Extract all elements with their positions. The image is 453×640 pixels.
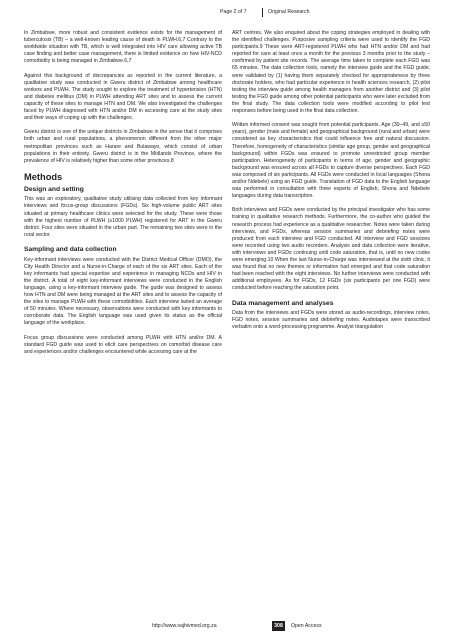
paragraph: Written informed consent was sought from potential participants. Age (30–49, and ≥50 years), gender (male and female) and geographical background (rural and urban) were considered as key characteristics that could influence free and natural discussion. Therefore, homogeneity of characteristics (similar age group, gender and geographical background) within FGDs was ensured to promote unrestricted group member participation. Heterogeneity of participants in terms of age, gender and geographic background was ensured across all FGDs to capture diverse perspectives. Each FGD was composed of six participants. All FGDs were conducted in local languages (Shona and/or Ndebele) using an FGD guide. Translation of FGD data to the English language was performed in consultation with three experts of English, Shona and Ndebele languages during data transcription. [232,122,430,200]
page-footer [0,621,453,633]
paragraph: Gweru district is one of the unique districts in Zimbabwe in the sense that it comprises both urban and rural populations, a phenomenon different from the other major metropolitan provinces such as Harare and Bulawayo, which consist of urban populations in their entirety. Gweru district is in the Midlands Province, where the prevalence of HIV is relatively higher than some other provinces.8 [24,129,222,164]
paragraph: Data from the interviews and FGDs were stored as audio-recordings, interview notes, FGD notes, session summaries and debriefing notes. Audiotapes were transcribed verbatim onto a word-processing programme. Analyst triangulation [232,310,430,331]
subsection-heading-data-management: Data management and analyses [232,299,334,307]
paragraph: ART centres. We also enquired about the coping strategies employed in dealing with the identified challenges. Purposive sampling criteria were used to identify the FGD participants.9 These were ART-registered PLWH who had HTN and/or DM and had reported for care at least once a month for the previous 3 months prior to the study – confirmed by patient site records. The average time taken to complete each FGD was 65 minutes. The data collection tools, namely the interview guide and the FGD guide, were validated by (1) having them separately checked for appropriateness by three doctorate holders, who had particular experience in health sciences research, (2) pilot testing the interview guide among health managers from another district and (3) pilot testing the FGD guide among other potential participants who were later excluded from the final study. The data collection tools were modified according to pilot test responses before being used in the final data collection. [232,30,430,115]
paragraph: Both interviews and FGDs were conducted by the principal investigator who has some training in qualitative research methods. Furthermore, the co-author who guided the research process had experience as a qualitative researcher. Notes were taken during interviews, and FGDs, whereas session summaries and debriefing notes were produced from each interview and FGD conducted. All interview and FGD sessions were recorded using two audio recorders. Analysis and data collection were iterative, with interviews and FGDs continuing until code saturation, that is, until no new codes were emerging.10 When the last Nurse-in-Charge was interviewed at the sixth clinic, it was found that no new themes or information had emerged and that code saturation had been reached with the eight interviews. No further interviews were conducted with additional employees. As for FGDs, 12 FGDs (six participants per one FGD) were conducted before reaching the saturation point. [232,207,430,292]
page-indicator: Page 2 of 7 [220,9,247,15]
page-header [24,9,429,21]
paragraph: Focus group discussions were conducted among PLWH with HTN and/or DM. A standard FGD guide was used to elicit care perspectives on comorbid disease care and experiences and/or challenges encountered while accessing care at the [24,334,222,355]
paragraph: In Zimbabwe, more robust and consistent evidence exists for the management of tuberculosis (TB) – a well-known leading cause of death in PLWH.6,7 Contrary to the worldwide situation with TB, which is well integrated into HIV care allowing active TB case finding and better case management, there is limited evidence on how HIV-NCD comorbidity is being managed in Zimbabwe.6,7 [24,30,222,65]
paragraph: Against this background of discrepancies as reported in the current literature, a qualitative study was conducted in Gweru district of Zimbabwe among healthcare workers and PLWH. The study sought to explore the treatment of hypertension (HTN) and diabetes mellitus (DM) in PLWH attending ART sites and to assess the current capacity of these sites to manage HTN and DM. We also investigated the challenges faced by PLWH diagnosed with HTN and/or DM in accessing care at the study sites and their ways of coping up with the challenges. [24,72,222,122]
open-access-label: Open Access [291,623,322,629]
section-heading-methods: Methods [24,171,63,182]
subsection-heading-sampling: Sampling and data collection [24,246,117,254]
article-type-label: Original Research [268,9,310,15]
subsection-heading-design: Design and setting [24,185,84,193]
paragraph: This was an exploratory, qualitative study utilising data collected from key informant interviews and focus-group discussions (FGDs). Six high-volume public ART sites situated at primary healthcare clinics were selected for the study. These were those with the highest number of PLWH (≥1000 PLWH) registered for ART in the Gweru district. Four sites were situated in the urban part. The remaining two sites were in the rural sector. [24,196,222,238]
right-column [232,30,430,331]
paragraph: Key-informant interviews were conducted with the District Medical Officer (DMO), the City Health Director and a Nurse-in-Charge of each of the six ART sites. Each of the key informants had special expertise and experience in managing NCDs and HIV in the district. A total of eight key-informant interviews were conducted in the English language, using a key-informant interview guide. The guide was designed to assess how HTN and DM were being managed at the ART sites and to assess the capacity of the sites to manage PLWH with these comorbidities. Each interview lasted an average of 50 minutes. Where necessary, observations were conducted with key informants to corroborate data. The English language was used given its status as the official language of the workplace. [24,256,222,327]
journal-url-link[interactable]: http://www.sajhivmed.org.za [152,623,217,629]
left-column [24,30,222,356]
page-number-badge: 308 [272,621,285,631]
header-divider [262,8,263,17]
